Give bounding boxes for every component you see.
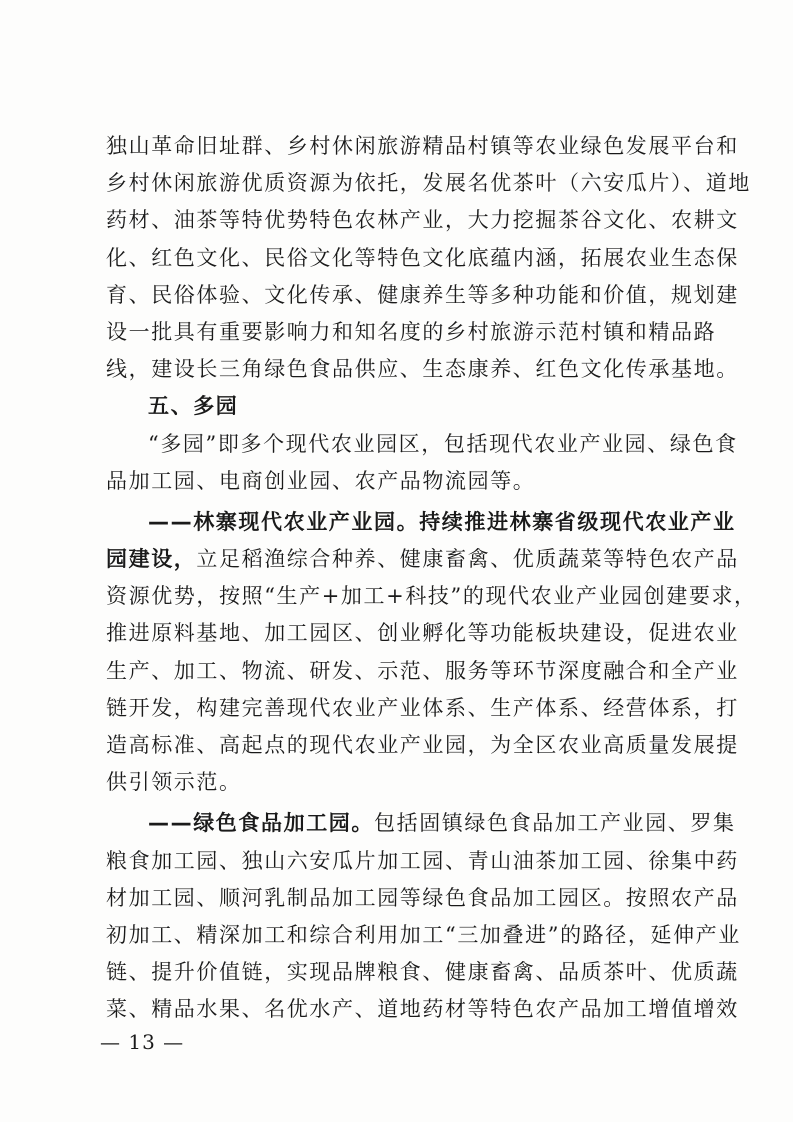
text-line: 设一批具有重要影响力和知名度的乡村旅游示范村镇和精品路 (106, 319, 717, 344)
text-line: 线，建设长三角绿色食品供应、生态康养、红色文化传承基地。 (106, 357, 739, 382)
text-line: 生产、加工、物流、研发、示范、服务等环节深度融合和全产业 (106, 658, 739, 683)
body-text: 包括固镇绿色食品加工产业园、罗集 (374, 811, 736, 836)
text-line: 链开发，构建完善现代农业产业体系、生产体系、经营体系，打 (106, 695, 739, 720)
paragraph-4 (106, 805, 741, 1028)
text-line: 药材、油茶等特优势特色农林产业，大力挖掘茶谷文化、农耕文 (106, 208, 739, 233)
text-line: 粮食加工园、独山六安瓜片加工园、青山油茶加工园、徐集中药 (106, 848, 739, 873)
paragraph-2 (106, 426, 738, 500)
text-line (106, 541, 739, 578)
text-line: 品加工园、电商创业园、农产品物流园等。 (106, 468, 536, 493)
text-line: 初加工、精深加工和综合利用加工“三加叠进”的路径，延伸产业 (106, 922, 741, 947)
text-line: 材加工园、顺河乳制品加工园等绿色食品加工园区。按照农产品 (106, 885, 739, 910)
body-text: 立足稻渔综合种养、健康畜禽、优质蔬菜等特色农产品 (196, 547, 739, 572)
document-body (106, 128, 757, 1029)
text-line: 资源优势，按照“生产+加工+科技”的现代农业产业园创建要求， (106, 584, 757, 609)
text-line: 推进原料基地、加工园区、创业孵化等功能板块建设，促进农业 (106, 621, 739, 646)
text-line: 链、提升价值链，实现品牌粮食、健康畜禽、品质茶叶、优质蔬 (106, 960, 739, 985)
paragraph-3 (106, 504, 757, 802)
lead-text: ——绿色食品加工园。 (148, 811, 374, 836)
lead-text: 园建设， (106, 547, 197, 572)
text-line: 独山革命旧址群、乡村休闲旅游精品村镇等农业绿色发展平台和 (106, 134, 739, 158)
text-line: 供引领示范。 (106, 770, 242, 795)
text-line: 育、民俗体验、文化传承、健康养生等多种功能和价值，规划建 (106, 282, 739, 307)
page-number: — 13 — (100, 1030, 185, 1054)
paragraph-1 (106, 128, 751, 388)
section-heading: 五、多园 (148, 394, 239, 419)
text-line: 造高标准、高起点的现代农业产业园，为全区农业高质量发展提 (106, 733, 739, 757)
text-line: “多园”即多个现代农业园区，包括现代农业产业园、绿色食 (148, 431, 738, 456)
text-line: 乡村休闲旅游优质资源为依托，发展名优茶叶（六安瓜片）、道地 (106, 171, 751, 196)
text-line: 化、红色文化、民俗文化等特色文化底蕴内涵，拓展农业生态保 (106, 245, 739, 270)
paragraph-lead-line: ——林寨现代农业产业园。持续推进林寨省级现代农业产业 (148, 509, 736, 534)
paragraph-lead-line (106, 805, 736, 842)
text-line: 菜、精品水果、名优水产、道地药材等特色农产品加工增值增效 (106, 997, 739, 1022)
